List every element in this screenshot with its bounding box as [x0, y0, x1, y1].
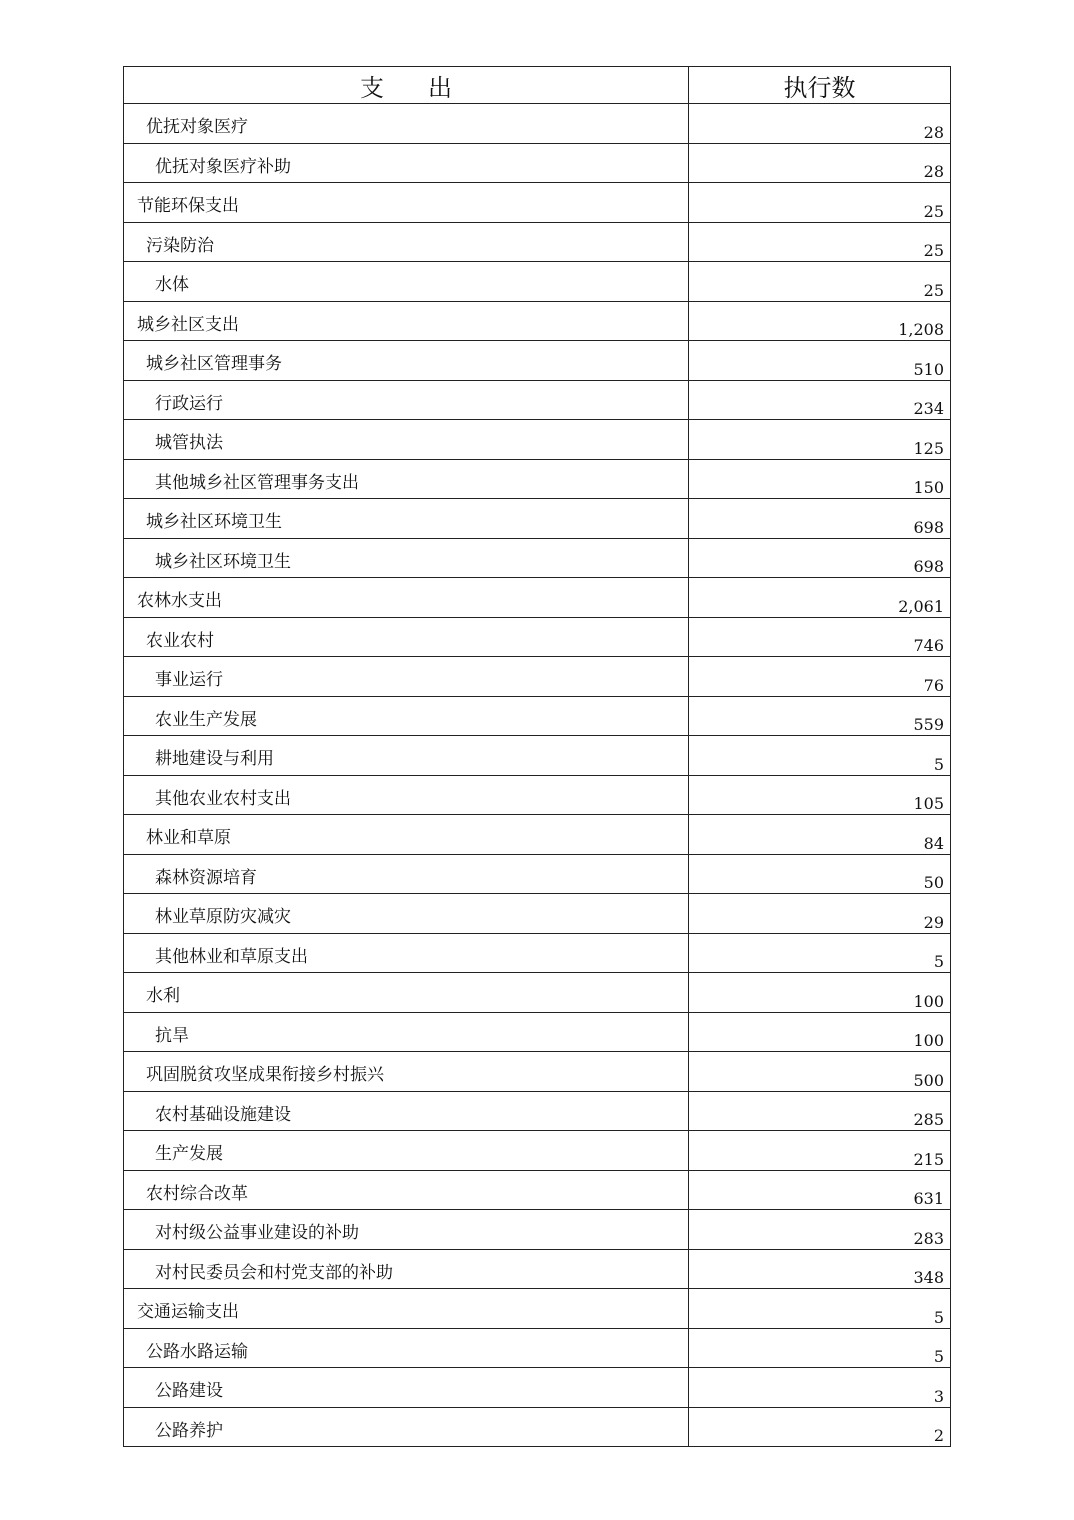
table-row	[124, 420, 951, 460]
header-expenditure: 支出	[124, 67, 689, 104]
row-executed-amount: 631	[689, 1170, 951, 1210]
row-item-label: 其他林业和草原支出	[124, 933, 689, 973]
table-row	[124, 499, 951, 539]
row-item-label: 事业运行	[124, 657, 689, 697]
table-row	[124, 341, 951, 381]
table-row	[124, 183, 951, 223]
row-item-label: 城乡社区环境卫生	[124, 538, 689, 578]
table-row	[124, 1368, 951, 1408]
table-row	[124, 894, 951, 934]
table-row	[124, 578, 951, 618]
row-item-label: 农村基础设施建设	[124, 1091, 689, 1131]
table-row	[124, 617, 951, 657]
table-row	[124, 1091, 951, 1131]
table-row	[124, 973, 951, 1013]
row-item-label: 林业和草原	[124, 815, 689, 855]
row-executed-amount: 5	[689, 933, 951, 973]
row-executed-amount: 29	[689, 894, 951, 934]
row-executed-amount: 559	[689, 696, 951, 736]
row-item-label: 抗旱	[124, 1012, 689, 1052]
row-item-label: 对村民委员会和村党支部的补助	[124, 1249, 689, 1289]
table-row	[124, 262, 951, 302]
row-item-label: 水利	[124, 973, 689, 1013]
table-row	[124, 380, 951, 420]
row-item-label: 生产发展	[124, 1131, 689, 1171]
table-row	[124, 775, 951, 815]
table-body	[124, 104, 951, 1447]
row-executed-amount: 2,061	[689, 578, 951, 618]
row-item-label: 城管执法	[124, 420, 689, 460]
row-item-label: 城乡社区环境卫生	[124, 499, 689, 539]
row-executed-amount: 28	[689, 143, 951, 183]
row-item-label: 交通运输支出	[124, 1289, 689, 1329]
row-item-label: 农村综合改革	[124, 1170, 689, 1210]
row-item-label: 耕地建设与利用	[124, 736, 689, 776]
row-item-label: 巩固脱贫攻坚成果衔接乡村振兴	[124, 1052, 689, 1092]
table-row	[124, 1407, 951, 1447]
table-row	[124, 301, 951, 341]
table-row	[124, 1328, 951, 1368]
row-item-label: 森林资源培育	[124, 854, 689, 894]
row-item-label: 农林水支出	[124, 578, 689, 618]
row-executed-amount: 1,208	[689, 301, 951, 341]
table-row	[124, 1052, 951, 1092]
table-row	[124, 815, 951, 855]
row-item-label: 林业草原防灾减灾	[124, 894, 689, 934]
table-row	[124, 696, 951, 736]
row-executed-amount: 105	[689, 775, 951, 815]
table-row	[124, 1170, 951, 1210]
row-executed-amount: 100	[689, 973, 951, 1013]
row-item-label: 农业生产发展	[124, 696, 689, 736]
row-item-label: 污染防治	[124, 222, 689, 262]
expenditure-table	[123, 66, 951, 1447]
table-row	[124, 1210, 951, 1250]
table-row	[124, 1249, 951, 1289]
row-executed-amount: 746	[689, 617, 951, 657]
row-executed-amount: 500	[689, 1052, 951, 1092]
row-executed-amount: 215	[689, 1131, 951, 1171]
row-item-label: 农业农村	[124, 617, 689, 657]
row-executed-amount: 510	[689, 341, 951, 381]
row-executed-amount: 25	[689, 262, 951, 302]
row-item-label: 节能环保支出	[124, 183, 689, 223]
row-item-label: 对村级公益事业建设的补助	[124, 1210, 689, 1250]
row-item-label: 行政运行	[124, 380, 689, 420]
table-row	[124, 538, 951, 578]
row-item-label: 优抚对象医疗	[124, 104, 689, 144]
table-row	[124, 143, 951, 183]
row-executed-amount: 5	[689, 1289, 951, 1329]
row-executed-amount: 2	[689, 1407, 951, 1447]
table-row	[124, 1012, 951, 1052]
table-header-row	[124, 67, 951, 104]
row-executed-amount: 5	[689, 736, 951, 776]
row-item-label: 城乡社区支出	[124, 301, 689, 341]
table-row	[124, 854, 951, 894]
row-executed-amount: 125	[689, 420, 951, 460]
row-executed-amount: 698	[689, 499, 951, 539]
row-executed-amount: 285	[689, 1091, 951, 1131]
table-row	[124, 459, 951, 499]
row-executed-amount: 84	[689, 815, 951, 855]
row-executed-amount: 100	[689, 1012, 951, 1052]
row-executed-amount: 234	[689, 380, 951, 420]
table-row	[124, 1131, 951, 1171]
row-executed-amount: 28	[689, 104, 951, 144]
row-executed-amount: 3	[689, 1368, 951, 1408]
row-executed-amount: 50	[689, 854, 951, 894]
row-executed-amount: 698	[689, 538, 951, 578]
row-executed-amount: 25	[689, 183, 951, 223]
table-row	[124, 104, 951, 144]
row-executed-amount: 348	[689, 1249, 951, 1289]
table-row	[124, 1289, 951, 1329]
row-item-label: 公路水路运输	[124, 1328, 689, 1368]
row-executed-amount: 150	[689, 459, 951, 499]
row-executed-amount: 76	[689, 657, 951, 697]
table-row	[124, 736, 951, 776]
row-item-label: 水体	[124, 262, 689, 302]
row-item-label: 公路养护	[124, 1407, 689, 1447]
row-item-label: 其他城乡社区管理事务支出	[124, 459, 689, 499]
row-executed-amount: 5	[689, 1328, 951, 1368]
row-executed-amount: 25	[689, 222, 951, 262]
row-item-label: 城乡社区管理事务	[124, 341, 689, 381]
table-row	[124, 933, 951, 973]
row-item-label: 优抚对象医疗补助	[124, 143, 689, 183]
row-item-label: 其他农业农村支出	[124, 775, 689, 815]
header-executed-amount: 执行数	[689, 67, 951, 104]
row-executed-amount: 283	[689, 1210, 951, 1250]
table-row	[124, 222, 951, 262]
row-item-label: 公路建设	[124, 1368, 689, 1408]
table-row	[124, 657, 951, 697]
